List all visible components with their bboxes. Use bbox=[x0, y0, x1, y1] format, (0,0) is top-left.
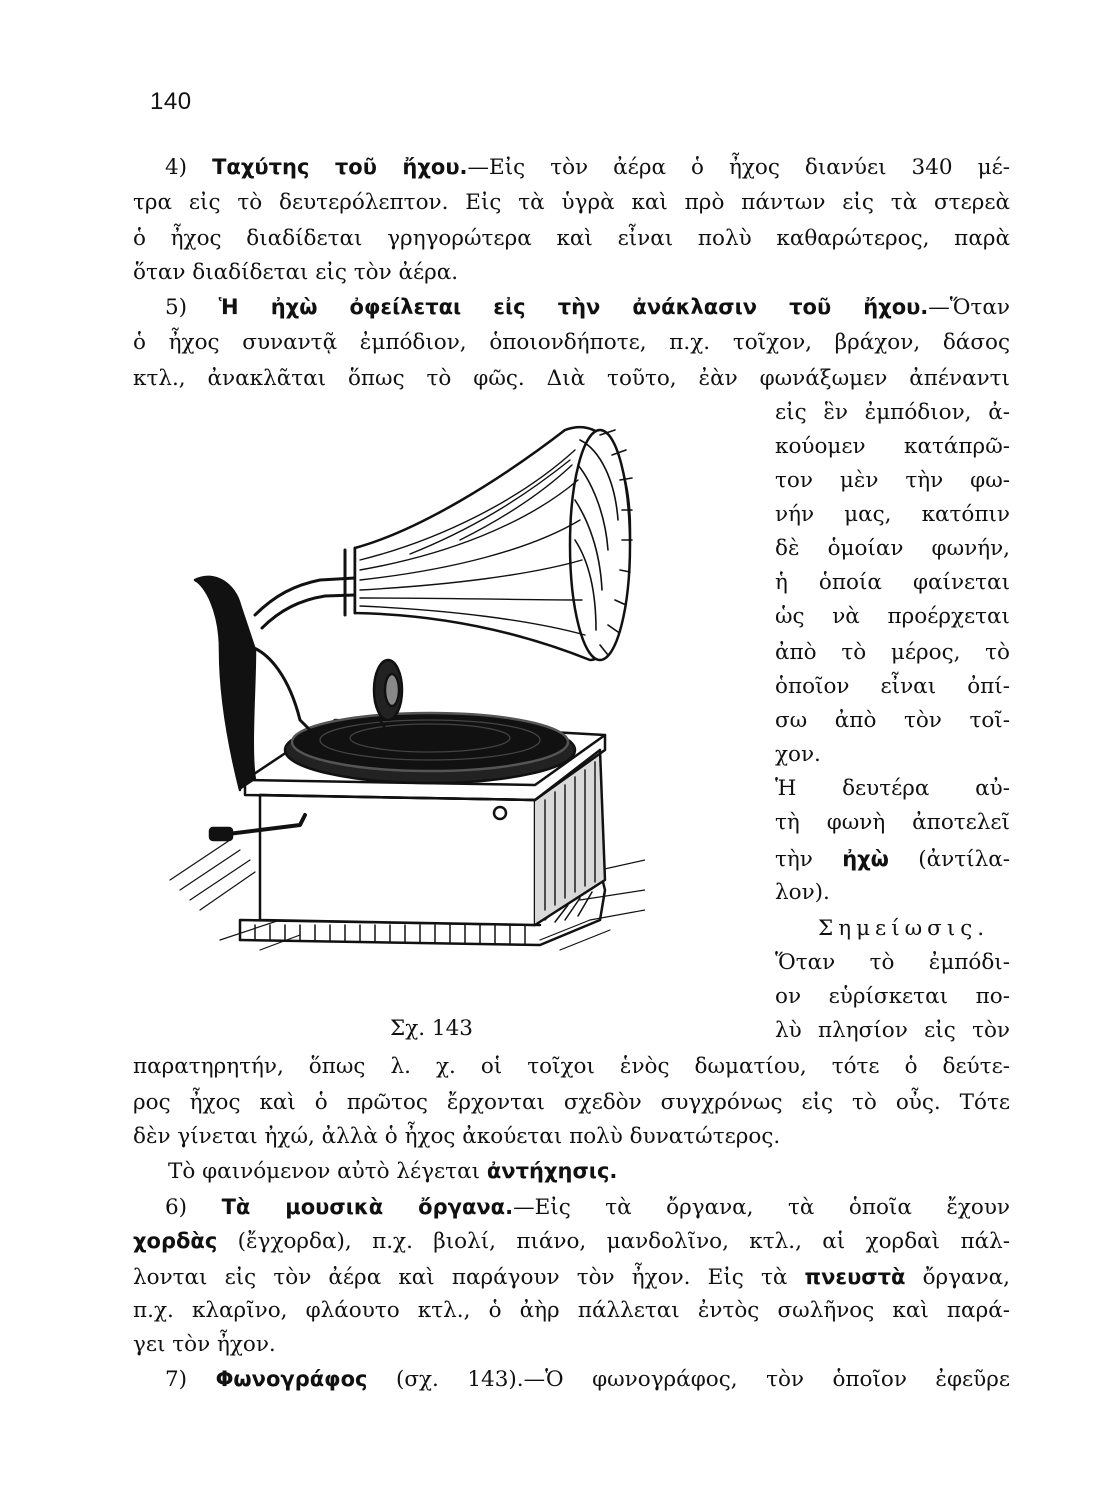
text-line: 4) Ταχύτης τοῦ ἤχου.—Εἰς τὸν ἀέρα ὁ ἦχος διανύει 340 μέ- bbox=[165, 155, 1010, 180]
text-line: Τὸ φαινόμενον αὐτὸ λέγεται ἀντήχησις. bbox=[168, 1159, 618, 1184]
text-line: τον μὲν τὴν φω- bbox=[775, 468, 1010, 493]
text-line: ὅταν διαδίδεται εἰς τὸν ἀέρα. bbox=[133, 260, 459, 285]
text-line: τὴ φωνὴ ἀποτελεῖ bbox=[775, 810, 1010, 835]
text-line: νήν μας, κατόπιν bbox=[775, 502, 1010, 527]
text-line: λονται εἰς τὸν ἀέρα καὶ παράγουν τὸν ἦχον. Εἰς τὰ πνευστὰ ὄργανα, bbox=[133, 1265, 1010, 1290]
text-line: π.χ. κλαρῖνο, φλάουτο κτλ., ὁ ἀὴρ πάλλεται ἐντὸς σωλῆνος καὶ παρά- bbox=[133, 1298, 1010, 1323]
text-line: τὴν ἠχὼ (ἀντίλα- bbox=[775, 847, 1010, 872]
text-line: Ἡ δευτέρα αὐ- bbox=[775, 776, 1010, 801]
text-line: κούομεν κατάπρῶ- bbox=[775, 434, 1010, 459]
figure-caption: Σχ. 143 bbox=[390, 1016, 473, 1041]
text-line: ὁποῖον εἶναι ὀπί- bbox=[775, 674, 1010, 699]
gramophone-icon bbox=[160, 420, 645, 980]
text-line: 7) Φωνογράφος (σχ. 143).—Ὁ φωνογράφος, τὸν ὁποῖον ἐφεῦρε bbox=[165, 1367, 1010, 1392]
text-line: ὁ ἦχος διαδίδεται γρηγορώτερα καὶ εἶναι πολὺ καθαρώτερος, παρὰ bbox=[133, 226, 1010, 251]
text-line: κτλ., ἀνακλᾶται ὅπως τὸ φῶς. Διὰ τοῦτο, ἐὰν φωνάξωμεν ἀπέναντι bbox=[133, 366, 1010, 391]
heading-inline: Ἡ ἠχὼ ὀφείλεται εἰς τὴν ἀνάκλασιν τοῦ ἤχου. bbox=[218, 295, 929, 319]
text-line: Ὅταν τὸ ἐμπόδι- bbox=[775, 950, 1010, 975]
heading-inline: Ταχύτης τοῦ ἤχου. bbox=[212, 155, 468, 179]
text-line: παρατηρητήν, ὅπως λ. χ. οἱ τοῖχοι ἑνὸς δωματίου, τότε ὁ δεύτε- bbox=[133, 1054, 1010, 1079]
text-line: ἡ ὁποία φαίνεται bbox=[775, 570, 1010, 595]
text-line: ρος ἦχος καὶ ὁ πρῶτος ἔρχονται σχεδὸν συγχρόνως εἰς τὸ οὖς. Τότε bbox=[133, 1090, 1010, 1115]
text-line: λον). bbox=[775, 880, 830, 905]
text-line: ον εὑρίσκεται πο- bbox=[775, 984, 1010, 1009]
text-line: εἰς ἓν ἐμπόδιον, ἀ- bbox=[775, 400, 1010, 425]
term-bold: ἠχὼ bbox=[842, 847, 889, 871]
term-bold: ἀντήχησις. bbox=[486, 1159, 618, 1183]
page-number: 140 bbox=[150, 88, 192, 115]
text-line: 6) Τὰ μουσικὰ ὄργανα.—Εἰς τὰ ὄργανα, τὰ ὁποῖα ἔχουν bbox=[165, 1195, 1011, 1220]
text-line: γει τὸν ἦχον. bbox=[133, 1332, 276, 1357]
text-line: 5) Ἡ ἠχὼ ὀφείλεται εἰς τὴν ἀνάκλασιν τοῦ ἤχου.—Ὅταν bbox=[165, 295, 1011, 320]
text-line: λὺ πλησίον εἰς τὸν bbox=[775, 1018, 1010, 1043]
text-line: χον. bbox=[775, 742, 821, 767]
text-line: σω ἀπὸ τὸν τοῖ- bbox=[775, 708, 1010, 733]
term-bold: πνευστὰ bbox=[804, 1265, 906, 1289]
term-bold: χορδὰς bbox=[133, 1229, 218, 1253]
text-line: ἀπὸ τὸ μέρος, τὸ bbox=[775, 640, 1010, 665]
text-line: ὁ ἦχος συναντᾷ ἐμπόδιον, ὁποιονδήποτε, π.χ. τοῖχον, βράχον, δάσος bbox=[133, 330, 1010, 355]
text-line: ὡς νὰ προέρχεται bbox=[775, 604, 1010, 629]
text-line: χορδὰς (ἔγχορδα), π.χ. βιολί, πιάνο, μανδολῖνο, κτλ., αἱ χορδαὶ πάλ- bbox=[133, 1229, 1010, 1254]
gramophone-illustration bbox=[160, 420, 645, 980]
text-line: δὲν γίνεται ἠχώ, ἀλλὰ ὁ ἦχος ἀκούεται πολὺ δυνατώτερος. bbox=[133, 1124, 781, 1149]
text-line: τρα εἰς τὸ δευτερόλεπτον. Εἰς τὰ ὑγρὰ καὶ πρὸ πάντων εἰς τὰ στερεὰ bbox=[133, 190, 1010, 215]
text-line: δὲ ὁμοίαν φωνήν, bbox=[775, 536, 1010, 561]
note-heading: Σημείωσις. bbox=[818, 916, 990, 941]
heading-inline: Φωνογράφος bbox=[215, 1367, 368, 1391]
heading-inline: Τὰ μουσικὰ ὄργανα. bbox=[221, 1195, 514, 1219]
